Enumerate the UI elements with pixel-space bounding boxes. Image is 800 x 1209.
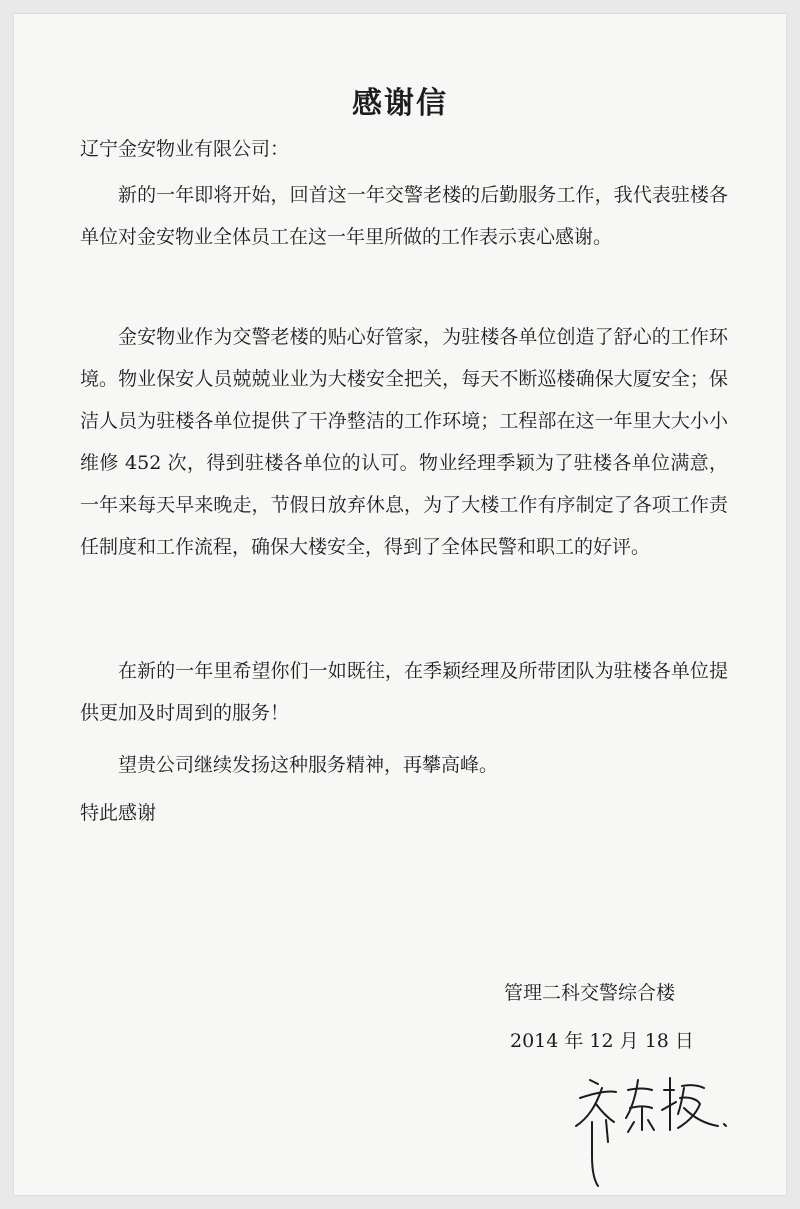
paragraph-4: 望贵公司继续发扬这种服务精神，再攀高峰。 [118,754,499,776]
closing-remark: 特此感谢 [80,802,157,824]
letter-sheet [14,14,786,1195]
signer-organization: 管理二科交警综合楼 [504,982,676,1004]
paragraph-3: 在新的一年里希望你们一如既往，在季颖经理及所带团队为驻楼各单位提供更加及时周到的服务！ [80,660,728,724]
letter-title: 感谢信 [352,86,448,121]
letter-date: 2014 年 12 月 18 日 [510,1030,694,1052]
handwritten-signature [562,1060,742,1190]
paragraph-2: 金安物业作为交警老楼的贴心好管家，为驻楼各单位创造了舒心的工作环境。物业保安人员兢兢业业为大楼安全把关，每天不断巡楼确保大厦安全；保洁人员为驻楼各单位提供了干净整洁的工作环境；工程部在这一年里大大小小维修 452 次，得到驻楼各单位的认可。物业经理季颖为了驻楼各单位满意，一年来每天早来晚走，节假日放弃休息，为了大楼工作有序制定了各项工作责任制度和工作流程，确保大楼安全，得到了全体民警和职工的好评。 [80,326,728,558]
salutation: 辽宁金安物业有限公司： [80,138,290,160]
paragraph-1: 新的一年即将开始，回首这一年交警老楼的后勤服务工作，我代表驻楼各单位对金安物业全体员工在这一年里所做的工作表示衷心感谢。 [80,184,728,248]
